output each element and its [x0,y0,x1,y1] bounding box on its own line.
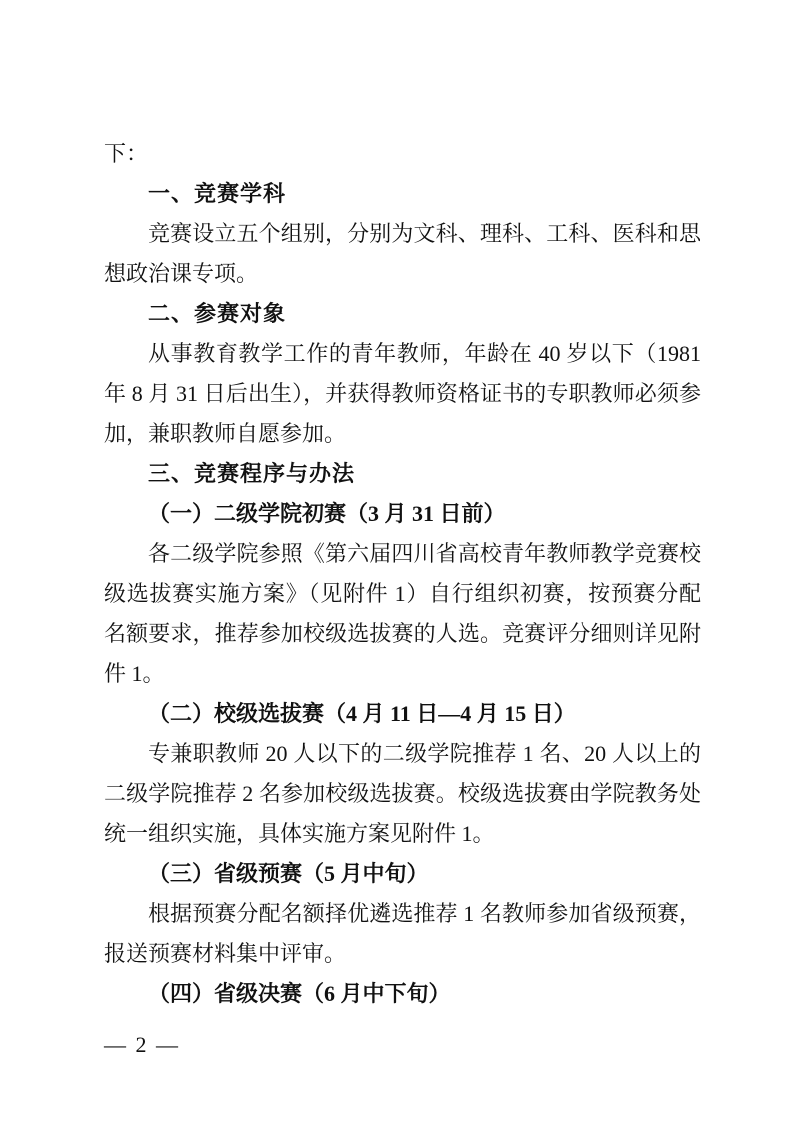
paragraph: 竞赛设立五个组别，分别为文科、理科、工科、医科和思想政治课专项。 [104,221,701,286]
paragraph: 根据预赛分配名额择优遴选推荐 1 名教师参加省级预赛，报送预赛材料集中评审。 [104,901,701,966]
section-heading-2: 二、参赛对象 [148,301,287,326]
paragraph: 从事教育教学工作的青年教师，年龄在 40 岁以下（1981 年 8 月 31 日后出生），并获得教师资格证书的专职教师必须参加，兼职教师自愿参加。 [104,341,701,446]
subsection-heading-2: （二）校级选拔赛（4 月 11 日—4 月 15 日） [148,701,576,726]
subsection-heading-4: （四）省级决赛（6 月中下旬） [148,981,451,1006]
paragraph: 专兼职教师 20 人以下的二级学院推荐 1 名、20 人以上的二级学院推荐 2 名参加校级选拔赛。校级选拔赛由学院教务处统一组织实施，具体实施方案见附件 1。 [104,741,701,846]
continuation-line: 下： [104,141,149,166]
section-heading-3: 三、竞赛程序与办法 [148,461,356,486]
paragraph: 各二级学院参照《第六届四川省高校青年教师教学竞赛校级选拔赛实施方案》（见附件 1）自行组织初赛，按预赛分配名额要求，推荐参加校级选拔赛的人选。竞赛评分细则详见附件 1。 [104,541,701,686]
document-body [104,134,701,1014]
page-number: — 2 — [104,1032,180,1057]
subsection-heading-1: （一）二级学院初赛（3 月 31 日前） [148,501,506,526]
subsection-heading-3: （三）省级预赛（5 月中旬） [148,861,429,886]
section-heading-1: 一、竞赛学科 [148,181,287,206]
